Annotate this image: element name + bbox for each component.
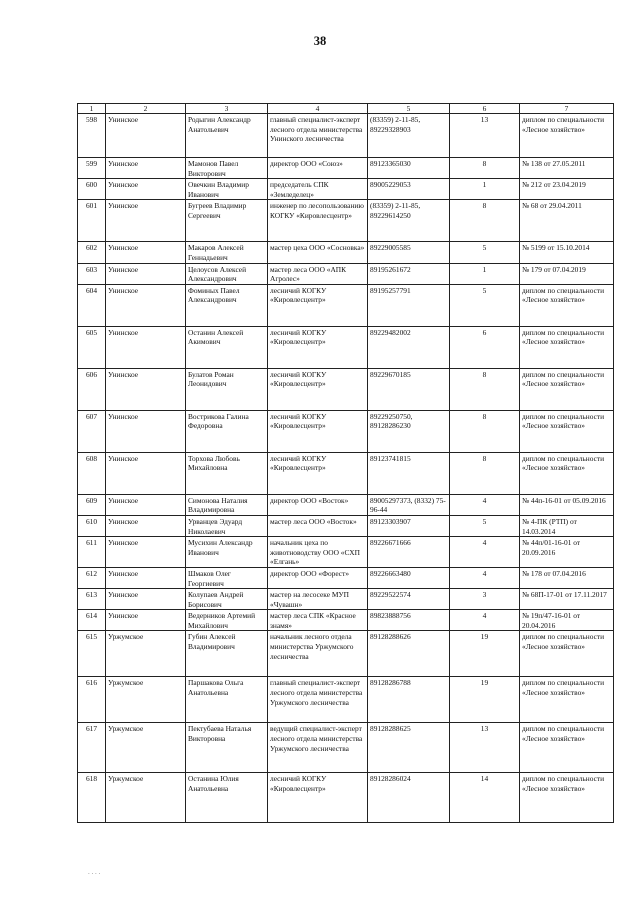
table-row xyxy=(78,567,614,588)
table-cell-district: Унинское xyxy=(106,410,186,452)
table-cell-phone: 89823888756 xyxy=(368,610,450,631)
table-cell-document: диплом по специальности «Лесное хозяйство» xyxy=(520,326,614,368)
table-cell-phone: 89229250750, 89128286230 xyxy=(368,410,450,452)
table-cell-name: Родыгин Александр Анатольевич xyxy=(186,114,268,158)
table-row xyxy=(78,610,614,631)
table-cell-position: мастер леса СПК «Красное знамя» xyxy=(268,610,368,631)
table-cell-document: № 138 от 27.05.2011 xyxy=(520,158,614,179)
table-cell-experience: 8 xyxy=(450,368,520,410)
table-cell-position: инженер по лесопользованию КОГКУ «Кировлесцентр» xyxy=(268,200,368,242)
table-cell-experience: 5 xyxy=(450,284,520,326)
table-cell-district: Унинское xyxy=(106,368,186,410)
table-row xyxy=(78,723,614,773)
table-cell-document: № 68 от 29.04.2011 xyxy=(520,200,614,242)
table-cell-number: 610 xyxy=(78,515,106,536)
table-cell-document: диплом по специальности «Лесное хозяйство» xyxy=(520,723,614,773)
table-cell-number: 605 xyxy=(78,326,106,368)
table-row xyxy=(78,368,614,410)
table-cell-district: Унинское xyxy=(106,537,186,568)
table-row xyxy=(78,158,614,179)
table-cell-phone: 89195261672 xyxy=(368,263,450,284)
table-cell-document: диплом по специальности «Лесное хозяйство» xyxy=(520,368,614,410)
table-cell-district: Уржумское xyxy=(106,677,186,723)
table-cell-number: 602 xyxy=(78,242,106,263)
table-cell-document: № 212 от 23.04.2019 xyxy=(520,179,614,200)
table-cell-position: лесничий КОГКУ «Кировлесцентр» xyxy=(268,452,368,494)
table-cell-phone: 89128286788 xyxy=(368,677,450,723)
table-cell-district: Уржумское xyxy=(106,773,186,823)
table-cell-phone: 89128288625 xyxy=(368,723,450,773)
table-cell-district: Унинское xyxy=(106,452,186,494)
table-cell-phone: 89195257791 xyxy=(368,284,450,326)
table-cell-number: 614 xyxy=(78,610,106,631)
table-cell-position: лесничий КОГКУ «Кировлесцентр» xyxy=(268,410,368,452)
table-cell-experience: 1 xyxy=(450,179,520,200)
table-cell-number: 615 xyxy=(78,631,106,677)
table-cell-document: диплом по специальности «Лесное хозяйство» xyxy=(520,410,614,452)
table-cell-position: начальник лесного отдела министерства Уржумского лесничества xyxy=(268,631,368,677)
table-cell-position: мастер леса ООО «Восток» xyxy=(268,515,368,536)
table-cell-document: диплом по специальности «Лесное хозяйство» xyxy=(520,452,614,494)
table-cell-position: лесничий КОГКУ «Кировлесцентр» xyxy=(268,368,368,410)
table-cell-district: Унинское xyxy=(106,114,186,158)
table-cell-name: Бугреев Владимир Сергеевич xyxy=(186,200,268,242)
table-cell-document: № 5199 от 15.10.2014 xyxy=(520,242,614,263)
table-cell-number: 618 xyxy=(78,773,106,823)
table-cell-document: № 19п/47-16-01 от 20.04.2016 xyxy=(520,610,614,631)
table-cell-position: главный специалист-эксперт лесного отдела министерства Унинского лесничества xyxy=(268,114,368,158)
table-cell-experience: 8 xyxy=(450,410,520,452)
table-row xyxy=(78,515,614,536)
table-cell-experience: 6 xyxy=(450,326,520,368)
table-row xyxy=(78,179,614,200)
table-cell-document: № 44п-16-01 от 05.09.2016 xyxy=(520,494,614,515)
table-cell-experience: 5 xyxy=(450,515,520,536)
table-cell-number: 609 xyxy=(78,494,106,515)
page-number: 38 xyxy=(313,34,327,48)
table-cell-phone: 89123303907 xyxy=(368,515,450,536)
table-cell-phone: 89128288626 xyxy=(368,631,450,677)
table-cell-phone: 89005229053 xyxy=(368,179,450,200)
table-cell-position: директор ООО «Форест» xyxy=(268,567,368,588)
table-cell-name: Симонова Наталия Владимировна xyxy=(186,494,268,515)
table-cell-document: диплом по специальности «Лесное хозяйство» xyxy=(520,631,614,677)
table-cell-name: Вострикова Галина Федоровна xyxy=(186,410,268,452)
column-header: 4 xyxy=(268,104,368,114)
table-row xyxy=(78,242,614,263)
table-row xyxy=(78,326,614,368)
table-cell-experience: 3 xyxy=(450,589,520,610)
table-cell-experience: 13 xyxy=(450,723,520,773)
table-row xyxy=(78,263,614,284)
table-cell-name: Мусихин Александр Иванович xyxy=(186,537,268,568)
table-row xyxy=(78,284,614,326)
table-cell-position: главный специалист-эксперт лесного отдела министерства Уржумского лесничества xyxy=(268,677,368,723)
table-cell-name: Мамонов Павел Викторович xyxy=(186,158,268,179)
table-cell-phone: 89226671666 xyxy=(368,537,450,568)
table-row xyxy=(78,589,614,610)
table-cell-number: 601 xyxy=(78,200,106,242)
table-cell-number: 604 xyxy=(78,284,106,326)
table-cell-number: 608 xyxy=(78,452,106,494)
table-cell-position: начальник цеха по животноводству ООО «СХП «Елгань» xyxy=(268,537,368,568)
column-header: 6 xyxy=(450,104,520,114)
table-row xyxy=(78,452,614,494)
table-cell-name: Урванцев Эдуард Николаевич xyxy=(186,515,268,536)
table-cell-name: Целоусов Алексей Александрович xyxy=(186,263,268,284)
table-cell-position: мастер леса ООО «АПК Агролес» xyxy=(268,263,368,284)
table-cell-position: мастер на лесосеке МУП «Чувашн» xyxy=(268,589,368,610)
table-cell-document: № 44п/01-16-01 от 20.09.2016 xyxy=(520,537,614,568)
table-cell-district: Унинское xyxy=(106,242,186,263)
table-cell-document: № 179 от 07.04.2019 xyxy=(520,263,614,284)
table-cell-district: Унинское xyxy=(106,158,186,179)
table-cell-document: № 68П-17-01 от 17.11.2017 xyxy=(520,589,614,610)
table-cell-document: диплом по специальности «Лесное хозяйство» xyxy=(520,773,614,823)
table-cell-name: Булатов Роман Леонидович xyxy=(186,368,268,410)
table-cell-district: Унинское xyxy=(106,494,186,515)
table-cell-number: 600 xyxy=(78,179,106,200)
table-cell-name: Колупаев Андрей Борисович xyxy=(186,589,268,610)
table-cell-number: 606 xyxy=(78,368,106,410)
table-cell-number: 613 xyxy=(78,589,106,610)
column-header: 7 xyxy=(520,104,614,114)
table-cell-district: Унинское xyxy=(106,179,186,200)
table-cell-district: Унинское xyxy=(106,200,186,242)
table-cell-phone: (83359) 2-11-85, 89229614250 xyxy=(368,200,450,242)
table-cell-name: Останина Юлия Анатольевна xyxy=(186,773,268,823)
table-cell-district: Уржумское xyxy=(106,723,186,773)
table-cell-document: диплом по специальности «Лесное хозяйство» xyxy=(520,114,614,158)
table-cell-number: 603 xyxy=(78,263,106,284)
table-cell-experience: 13 xyxy=(450,114,520,158)
table-cell-position: ведущий специалист-эксперт лесного отдела министерства Уржумского лесничества xyxy=(268,723,368,773)
table-cell-experience: 1 xyxy=(450,263,520,284)
table-cell-number: 617 xyxy=(78,723,106,773)
table-cell-experience: 4 xyxy=(450,567,520,588)
table-cell-experience: 4 xyxy=(450,610,520,631)
table-cell-district: Уржумское xyxy=(106,631,186,677)
table-row xyxy=(78,494,614,515)
table-cell-position: лесничий КОГКУ «Кировлесцентр» xyxy=(268,284,368,326)
table-row xyxy=(78,114,614,158)
table-cell-district: Унинское xyxy=(106,515,186,536)
table-cell-document: диплом по специальности «Лесное хозяйство» xyxy=(520,677,614,723)
table-cell-position: лесничий КОГКУ «Кировлесцентр» xyxy=(268,326,368,368)
table-cell-position: директор ООО «Восток» xyxy=(268,494,368,515)
table-cell-phone: 89005297373, (8332) 75-96-44 xyxy=(368,494,450,515)
table-cell-number: 607 xyxy=(78,410,106,452)
table-cell-district: Унинское xyxy=(106,326,186,368)
table-cell-phone: 89229005585 xyxy=(368,242,450,263)
table-cell-name: Останин Алексей Акимович xyxy=(186,326,268,368)
table-cell-phone: 89123365030 xyxy=(368,158,450,179)
table-row xyxy=(78,410,614,452)
table-cell-district: Унинское xyxy=(106,284,186,326)
table-cell-experience: 8 xyxy=(450,200,520,242)
table-cell-name: Торхова Любовь Михайловна xyxy=(186,452,268,494)
table-cell-number: 612 xyxy=(78,567,106,588)
table-cell-position: председатель СПК «Земледелец» xyxy=(268,179,368,200)
table-cell-phone: 89229522574 xyxy=(368,589,450,610)
table-cell-position: лесничий КОГКУ «Кировлесцентр» xyxy=(268,773,368,823)
table-cell-experience: 14 xyxy=(450,773,520,823)
table-cell-document: № 178 от 07.04.2016 xyxy=(520,567,614,588)
column-number-row xyxy=(78,104,614,114)
table-cell-phone: 89123741815 xyxy=(368,452,450,494)
table-cell-name: Шмаков Олег Георгиевич xyxy=(186,567,268,588)
table-row xyxy=(78,677,614,723)
table-cell-phone: 89229670185 xyxy=(368,368,450,410)
column-header: 3 xyxy=(186,104,268,114)
table-cell-phone: 89229482002 xyxy=(368,326,450,368)
table-cell-experience: 5 xyxy=(450,242,520,263)
register-table xyxy=(77,103,614,823)
table-cell-district: Унинское xyxy=(106,589,186,610)
table-row xyxy=(78,200,614,242)
table-cell-position: директор ООО «Союз» xyxy=(268,158,368,179)
table-cell-name: Паршакова Ольга Анатольевна xyxy=(186,677,268,723)
table-cell-document: диплом по специальности «Лесное хозяйство» xyxy=(520,284,614,326)
table-cell-district: Унинское xyxy=(106,610,186,631)
table-cell-name: Макаров Алексей Геннадьевич xyxy=(186,242,268,263)
table-cell-experience: 8 xyxy=(450,452,520,494)
column-header: 5 xyxy=(368,104,450,114)
table-cell-experience: 19 xyxy=(450,631,520,677)
table-cell-name: Фоминых Павел Александрович xyxy=(186,284,268,326)
table-cell-name: Ведерников Артемий Михайлович xyxy=(186,610,268,631)
table-row xyxy=(78,537,614,568)
table-cell-phone: 89226663480 xyxy=(368,567,450,588)
table-cell-district: Унинское xyxy=(106,567,186,588)
table-cell-phone: (83359) 2-11-85, 89229328903 xyxy=(368,114,450,158)
table-cell-name: Овечкин Владимир Иванович xyxy=(186,179,268,200)
table-cell-document: № 4-ПК (РТП) от 14.03.2014 xyxy=(520,515,614,536)
table-cell-number: 599 xyxy=(78,158,106,179)
column-header: 1 xyxy=(78,104,106,114)
table-cell-number: 616 xyxy=(78,677,106,723)
table-cell-phone: 89128286024 xyxy=(368,773,450,823)
scan-marks: . . . . xyxy=(88,868,101,876)
table-cell-number: 598 xyxy=(78,114,106,158)
table-row xyxy=(78,631,614,677)
table-cell-experience: 4 xyxy=(450,537,520,568)
table-row xyxy=(78,773,614,823)
table-cell-district: Унинское xyxy=(106,263,186,284)
register-body xyxy=(78,114,614,823)
table-cell-name: Губин Алексей Владимирович xyxy=(186,631,268,677)
table-cell-experience: 4 xyxy=(450,494,520,515)
table-cell-name: Пектубаева Наталья Викторовна xyxy=(186,723,268,773)
table-cell-experience: 19 xyxy=(450,677,520,723)
table-cell-position: мастер цеха ООО «Сосновка» xyxy=(268,242,368,263)
column-header: 2 xyxy=(106,104,186,114)
table-cell-number: 611 xyxy=(78,537,106,568)
table-cell-experience: 8 xyxy=(450,158,520,179)
